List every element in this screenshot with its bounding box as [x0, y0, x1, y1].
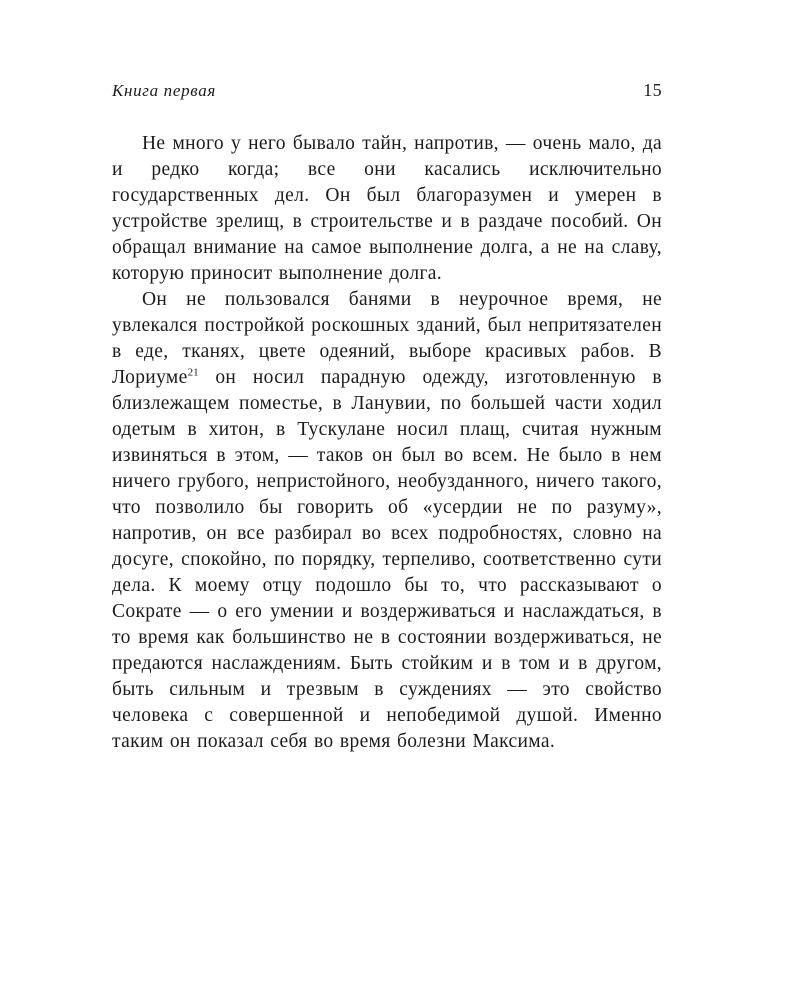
page-body [112, 131, 662, 755]
page-header [112, 80, 662, 101]
paragraph-2 [112, 287, 662, 755]
footnote-ref-21: 21 [187, 366, 199, 379]
paragraph-1: Не много у него бывало тайн, напротив, — очень мало, да и редко когда; все они касались исключительно государственных дел. Он был благоразумен и умерен в устройстве зрелищ, в строительстве и в раздаче пособий. Он обращал внимание на самое выполнение долга, а не на славу, которую приносит выполнение долга. [112, 133, 662, 284]
page-number: 15 [643, 80, 662, 100]
paragraph-2-text-after: он носил парадную одежду, изготовленную в близлежащем поместье, в Ланувии, по большей части ходил одетым в хитон, в Тускулане носил плащ, считая нужным извиняться в этом, — таков он был во всем. Не было в нем ничего грубого, непристойного, необузданного, ничего такого, что позволило бы говорить об «усердии не по разуму», напротив, он все разбирал во всех подробностях, словно на досуге, спокойно, по порядку, терпеливо, соответственно сути дела. К моему отцу подошло бы то, что рассказывают о Сократе — о его умении и воздерживаться и наслаждаться, в то время как большинство не в состоянии воздерживаться, не предаются наслаждениям. Быть стойким и в том и в другом, быть сильным и трезвым в суждениях — это свойство человека с совершенной и непобедимой душой. Именно таким он показал себя во время болезни Максима. [112, 367, 662, 752]
paragraph-2-text-before: Он не пользовался банями в неурочное время, не увлекался постройкой роскошных зданий, был непритязателен в еде, тканях, цвете одеяний, выборе красивых рабов. В Лориуме [112, 289, 662, 388]
running-title: Книга первая [112, 81, 216, 100]
